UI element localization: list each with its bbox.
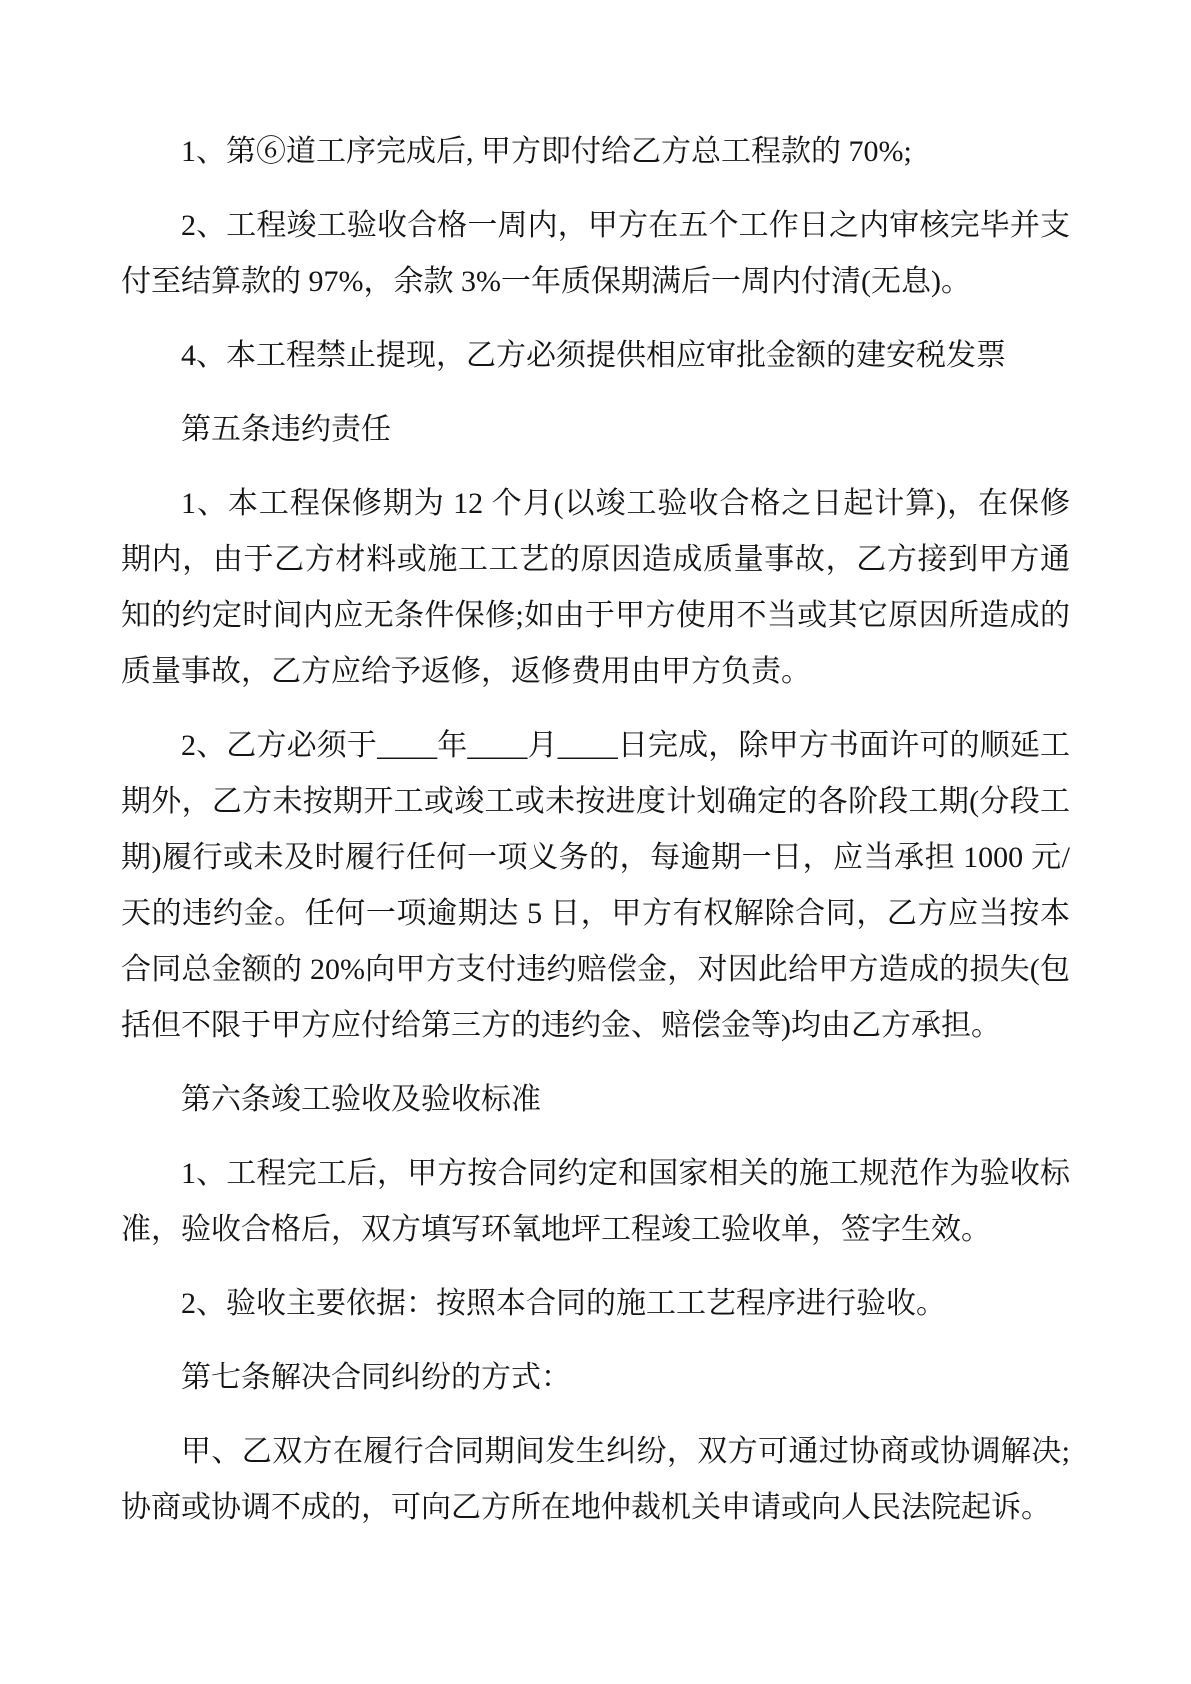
clause-payment-item-4: 4、本工程禁止提现，乙方必须提供相应审批金额的建安税发票 <box>181 339 1006 372</box>
clause-5-item-2-deadline-penalty: 2、乙方必须于____年____月____日完成，除甲方书面许可的顺延工期外，乙方未按期开工或竣工或未按进度计划确定的各阶段工期(分段工期)履行或未及时履行任何一项义务的，每逾期一日，应当承担 1000 元/天的违约金。任何一项逾期达 5 日，甲方有权解除合同，乙方应当按本合同总金额的 20%向甲方支付违约赔偿金，对因此给甲方造成的损失(包括但不限于甲方应付给第三方的违约金、赔偿金等)均由乙方承担。 <box>121 729 1070 1042</box>
clause-6-heading-acceptance: 第六条竣工验收及验收标准 <box>181 1083 541 1116</box>
clause-5-heading-breach-liability: 第五条违约责任 <box>181 413 391 446</box>
clause-7-heading-dispute-resolution: 第七条解决合同纠纷的方式： <box>181 1361 571 1394</box>
clause-payment-item-1: 1、第⑥道工序完成后, 甲方即付给乙方总工程款的 70%; <box>181 135 912 168</box>
clause-6-item-1-acceptance-standard: 1、工程完工后，甲方按合同约定和国家相关的施工规范作为验收标准，验收合格后，双方填写环氧地坪工程竣工验收单，签字生效。 <box>121 1157 1070 1246</box>
clause-payment-item-2: 2、工程竣工验收合格一周内，甲方在五个工作日之内审核完毕并支付至结算款的 97%，余款 3%一年质保期满后一周内付清(无息)。 <box>121 209 1070 298</box>
clause-7-body-dispute-resolution: 甲、乙双方在履行合同期间发生纠纷，双方可通过协商或协调解决;协商或协调不成的，可向乙方所在地仲裁机关申请或向人民法院起诉。 <box>121 1435 1070 1524</box>
clause-6-item-2-acceptance-basis: 2、验收主要依据：按照本合同的施工工艺程序进行验收。 <box>181 1287 946 1320</box>
clause-5-item-1-warranty: 1、本工程保修期为 12 个月(以竣工验收合格之日起计算)，在保修期内，由于乙方材料或施工工艺的原因造成质量事故，乙方接到甲方通知的约定时间内应无条件保修;如由于甲方使用不当或其它原因所造成的质量事故，乙方应给予返修，返修费用由甲方负责。 <box>121 487 1070 688</box>
